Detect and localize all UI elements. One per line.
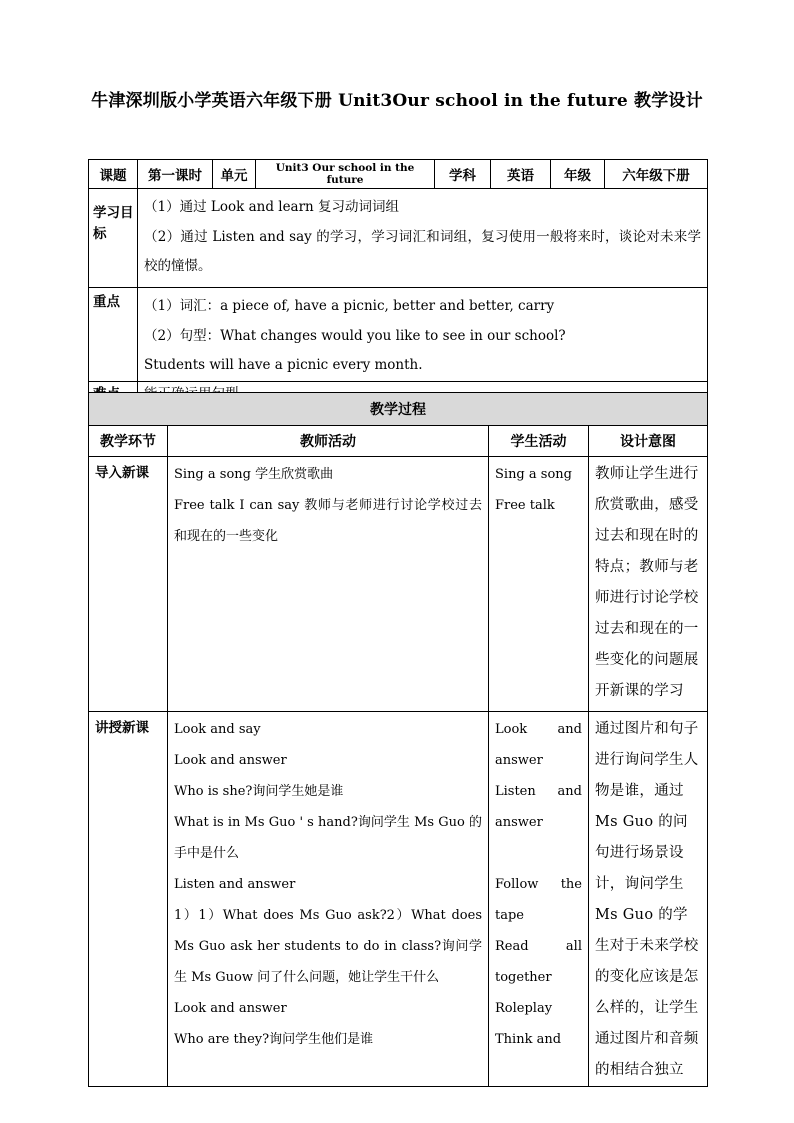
purpose-cell: 教师让学生进行欣赏歌曲，感受过去和现在时的特点；教师与老师进行讨论学校过去和现在的一些变化的问题展开新课的学习 bbox=[589, 457, 708, 712]
lesson-info-table bbox=[88, 159, 708, 407]
key-point-line: Students will have a picnic every month. bbox=[144, 357, 423, 373]
teacher-line: Who is she?询问学生她是谁 bbox=[174, 784, 344, 799]
objectives-content bbox=[138, 189, 708, 288]
lesson-value: 第一课时 bbox=[138, 160, 213, 189]
unit-value: Unit3 Our school in the future bbox=[256, 160, 435, 189]
key-points-content bbox=[138, 288, 708, 382]
teacher-line: Look and answer bbox=[174, 753, 287, 768]
student-line: Read all together bbox=[495, 939, 582, 985]
teacher-line: Sing a song 学生欣赏歌曲 bbox=[174, 467, 334, 482]
column-header-row bbox=[89, 426, 708, 457]
unit-label: 单元 bbox=[213, 160, 256, 189]
key-points-row bbox=[89, 288, 708, 382]
student-line: Roleplay bbox=[495, 1001, 553, 1016]
table-row bbox=[89, 457, 708, 712]
lesson-label: 课题 bbox=[89, 160, 138, 189]
process-header-row bbox=[89, 393, 708, 426]
teacher-line: 1）1）What does Ms Guo ask?2）What does Ms Guo ask her students to do in class?询问学生 Ms Guow 问了什么问题，她让学生干什么 bbox=[174, 908, 482, 985]
student-cell bbox=[489, 712, 589, 1087]
col-teacher: 教师活动 bbox=[168, 426, 489, 457]
student-line: Look and answer bbox=[495, 722, 582, 768]
subject-label: 学科 bbox=[435, 160, 491, 189]
page-title: 牛津深圳版小学英语六年级下册 Unit3Our school in the future 教学设计 bbox=[91, 91, 703, 111]
purpose-cell: 通过图片和句子进行询问学生人物是谁，通过 Ms Guo 的问句进行场景设计，询问学生 Ms Guo 的学生对于未来学校的变化应该是怎么样的，让学生通过图片和音频的相结合独立 bbox=[589, 712, 708, 1087]
teaching-process-table bbox=[88, 392, 708, 1087]
key-point-line: （2）句型：What changes would you like to see in our school? bbox=[144, 327, 566, 344]
student-cell bbox=[489, 457, 589, 712]
objectives-row bbox=[89, 189, 708, 288]
stage-cell: 导入新课 bbox=[89, 457, 168, 712]
table-row bbox=[89, 712, 708, 1087]
student-line: Follow the tape bbox=[495, 877, 582, 923]
student-line bbox=[495, 838, 582, 869]
objectives-label: 学习目标 bbox=[89, 189, 138, 288]
teacher-cell bbox=[168, 712, 489, 1087]
grade-value: 六年级下册 bbox=[605, 160, 708, 189]
grade-label: 年级 bbox=[551, 160, 605, 189]
col-stage: 教学环节 bbox=[89, 426, 168, 457]
key-point-line: （1）词汇：a piece of, have a picnic, better and better, carry bbox=[144, 298, 555, 314]
teacher-line: What is in Ms Guo ' s hand?询问学生 Ms Guo 的手中是什么 bbox=[174, 815, 482, 861]
teacher-line: Look and say bbox=[174, 722, 261, 737]
student-line: Think and bbox=[495, 1032, 562, 1047]
info-row bbox=[89, 160, 708, 189]
objective-line: （2）通过 Listen and say 的学习，学习词汇和词组，复习使用一般将来时，谈论对未来学校的憧憬。 bbox=[144, 228, 701, 274]
student-line: Sing a song bbox=[495, 467, 572, 482]
col-student: 学生活动 bbox=[489, 426, 589, 457]
objective-line: （1）通过 Look and learn 复习动词词组 bbox=[144, 199, 400, 215]
teacher-line: Listen and answer bbox=[174, 877, 296, 892]
col-purpose: 设计意图 bbox=[589, 426, 708, 457]
student-line: Listen and answer bbox=[495, 784, 582, 830]
subject-value: 英语 bbox=[491, 160, 551, 189]
teacher-cell bbox=[168, 457, 489, 712]
key-points-label: 重点 bbox=[89, 288, 138, 382]
student-line: Free talk bbox=[495, 498, 555, 513]
teacher-line: Look and answer bbox=[174, 1001, 287, 1016]
teacher-line: Who are they?询问学生他们是谁 bbox=[174, 1032, 374, 1047]
stage-cell: 讲授新课 bbox=[89, 712, 168, 1087]
teacher-line: Free talk I can say 教师与老师进行讨论学校过去和现在的一些变化 bbox=[174, 498, 482, 544]
process-header: 教学过程 bbox=[89, 393, 708, 426]
